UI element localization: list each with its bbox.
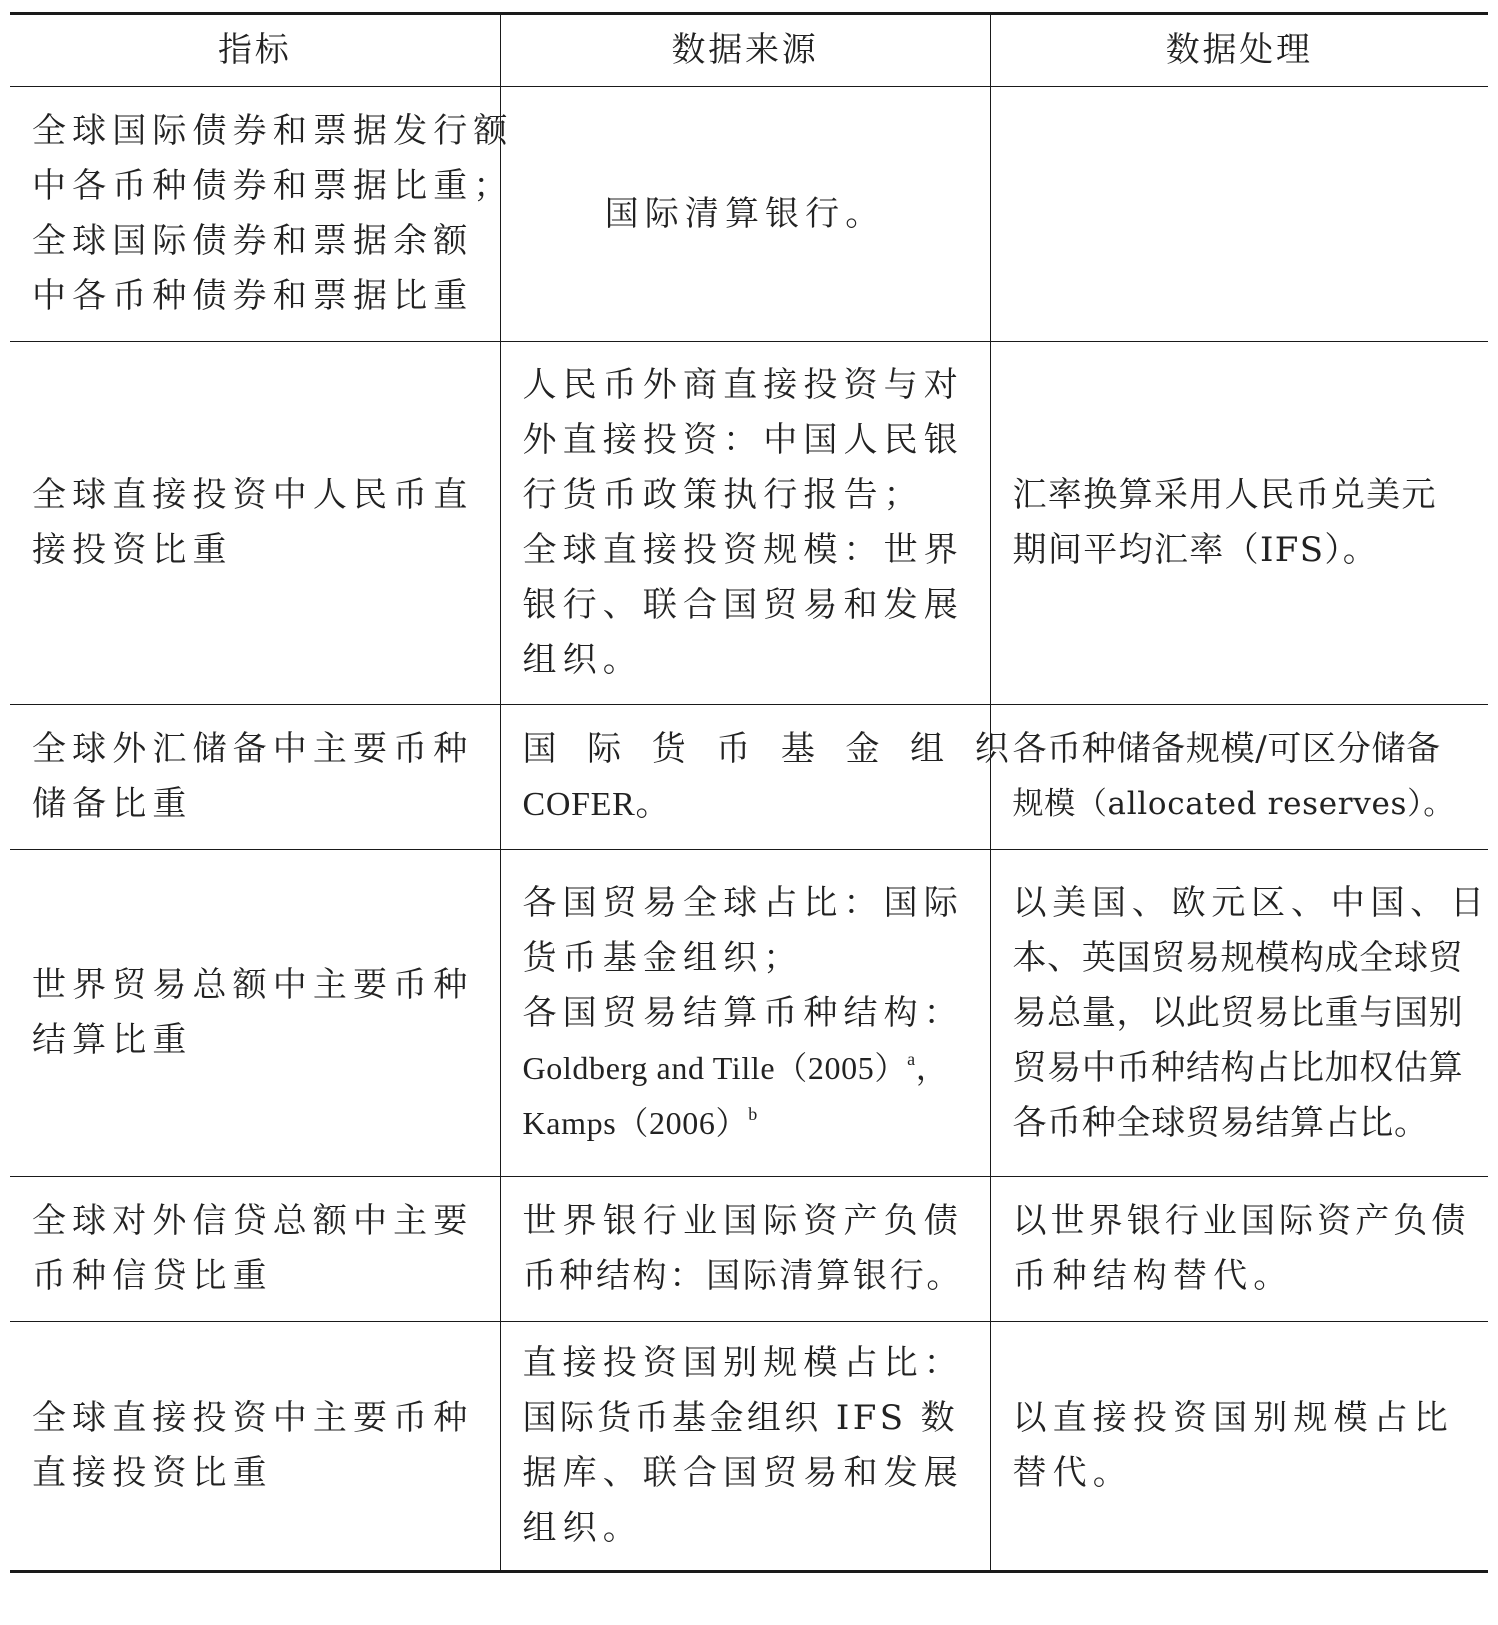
processing-cell [990,850,1488,1177]
processing-cell [990,87,1488,342]
cell-line: 储备比重 [32,784,193,824]
indicator-table-container [10,12,1488,1573]
table-header-row [10,14,1488,87]
processing-cell [990,1177,1488,1322]
indicator-cell [10,1177,500,1322]
cell-line: 以美国、欧元区、中国、日 [1012,882,1490,923]
cell-line: 全球直接投资中主要币种 [32,1398,474,1438]
cell-line-citation-a: Goldberg and $Tille(2005)^a$， [522,1048,949,1086]
source-cell [500,1177,990,1322]
source-cell [500,705,1040,850]
cell-line: 币种信贷比重 [32,1256,273,1296]
cell-line: 直接投资国别规模占比： [522,1343,964,1383]
footnote-marker-b: b [748,1103,758,1124]
indicator-cell [10,705,500,850]
cell-line: 替代。 [1012,1453,1133,1493]
cell-line: 币种结构替代。 [1012,1256,1294,1296]
indicator-cell [10,342,500,705]
cell-line: 全球直接投资中人民币直 [32,475,474,515]
footnote-marker-a: a [907,1048,916,1069]
cell-line: 全球对外信贷总额中主要 [32,1201,474,1241]
indicator-cell [10,1322,500,1572]
source-cell [500,87,990,342]
cell-line: 各国贸易结算币种结构： [522,992,964,1033]
source-cell [500,850,990,1177]
citation-goldberg-tille: Goldberg and Tille（2005） [522,1049,908,1086]
cell-line: 中各币种债券和票据比重 [32,276,474,316]
header-data-processing: 数据处理 [990,14,1488,87]
cell-line: 以世界银行业国际资产负债 [1012,1201,1470,1241]
cell-line: 易总量，以此贸易比重与国别 [1012,992,1464,1033]
processing-cell [990,705,1488,850]
cell-line: 全球国际债券和票据发行额 [32,111,514,151]
cell-line: 世界贸易总额中主要币种 [32,965,474,1005]
cell-line: 组织。 [522,1508,643,1548]
cell-line: 币种结构：国际清算银行。 [522,1256,964,1296]
table-row [10,850,1488,1177]
citation-kamps: Kamps（2006） [522,1104,749,1141]
header-indicator: 指标 [10,14,500,87]
indicator-cell [10,850,500,1177]
header-data-source: 数据来源 [500,14,990,87]
cell-line: 各国贸易全球占比：国际 [522,882,964,923]
source-cell [500,342,990,705]
cell-line: 行货币政策执行报告； [522,475,924,515]
cell-line: 贸易中币种结构占比加权估算 [1012,1047,1464,1088]
cell-line: 银行、联合国贸易和发展 [522,585,964,625]
cell-line: 外直接投资：中国人民银 [522,420,964,460]
cell-line: 各币种储备规模/可区分储备 [1012,729,1441,769]
indicator-table [10,12,1488,1573]
cell-line: 组织。 [522,640,643,680]
table-row [10,87,1488,342]
table-row [10,1322,1488,1572]
cell-line: 国际清算银行。 [604,193,886,234]
processing-cell [990,1322,1488,1572]
cell-line: 各币种全球贸易结算占比。 [1012,1102,1429,1143]
cell-line: 全球外汇储备中主要币种 [32,729,474,769]
cell-line-citation-b [523,1096,968,1151]
cell-line: COFER。 [522,786,671,823]
cell-line: 据库、联合国贸易和发展 [522,1453,964,1493]
indicator-cell [10,87,514,342]
cell-line: 世界银行业国际资产负债 [522,1201,964,1241]
source-cell [500,1322,990,1572]
table-row [10,705,1488,850]
cell-line: 以直接投资国别规模占比 [1012,1398,1454,1438]
processing-cell [990,342,1488,705]
cell-line: 规模（allocated reserves）。 [1012,786,1455,822]
cell-line: 接投资比重 [32,530,233,570]
cell-line: 全球国际债券和票据余额 [32,221,474,261]
cell-line: 结算比重 [32,1020,193,1060]
cell-line: 中各币种债券和票据比重； [32,166,514,206]
cell-line: 汇率换算采用人民币兑美元 [1012,475,1437,515]
cell-line: 期间平均汇率（IFS）。 [1012,530,1379,570]
cell-line: 全球直接投资规模：世界 [522,530,964,570]
cell-line: 本、英国贸易规模构成全球贸 [1012,937,1464,978]
cell-line: 人民币外商直接投资与对 [522,365,964,405]
cell-line: 货币基金组织； [522,937,804,978]
table-row [10,342,1488,705]
table-row [10,1177,1488,1322]
cell-line: 国际货币基金组织 IFS 数 [522,1398,959,1438]
cell-line: 国际货币基金组织 [522,729,1040,769]
cell-line: 直接投资比重 [32,1453,273,1493]
